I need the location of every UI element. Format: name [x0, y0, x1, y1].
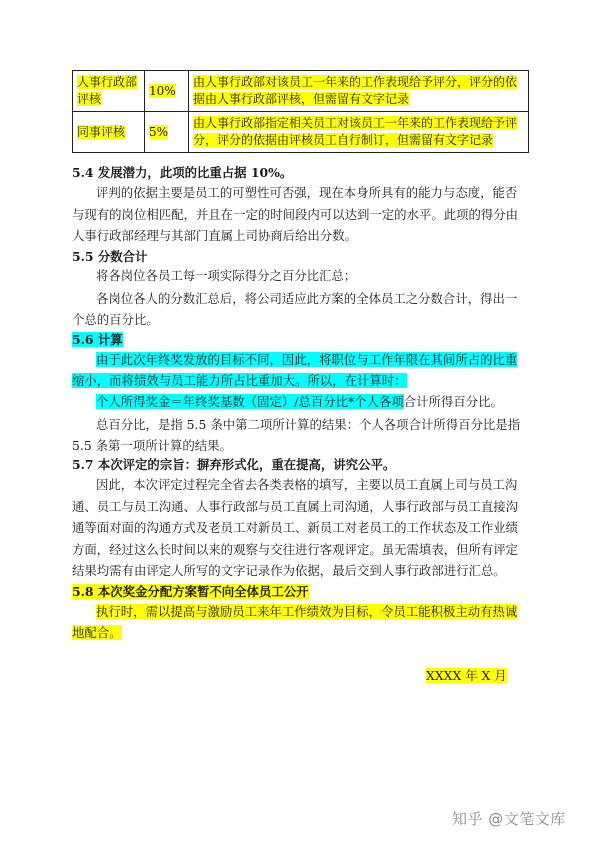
- section-5-5-paragraph-1: 将各岗位各员工每一项实际得分之百分比汇总；: [96, 268, 357, 283]
- section-5-8-paragraph: 执行时，需以提高与激励员工来年工作绩效为目标，令员工能积极主动有热诚地配合。: [72, 604, 518, 640]
- section-heading-5-7: 5.7 本次评定的宗旨：摒弃形式化，重在提高，讲究公平。: [72, 457, 396, 472]
- watermark-text: 知乎 @文笔文库: [452, 810, 566, 828]
- signature-date: XXXX 年 X 月: [426, 668, 507, 683]
- section-5-6-paragraph-1: 由于此次年终奖发放的目标不同，因此，将职位与工作年限在其间所占的比重缩小，而将绩效与员工能力所占比重加大。所以，在计算时：: [72, 352, 518, 388]
- section-5-4-paragraph: 评判的依据主要是员工的可塑性可否强，现在本身所具有的能力与态度，能否与现有的岗位相匹配，并且在一定的时间段内可以达到一定的水平。此项的得分由人事行政部经理与其部门直属上司协商后给出分数。: [72, 185, 519, 243]
- table-cell-name: 同事评核: [73, 112, 145, 153]
- section-5-6-paragraph-3: 总百分比，是指 5.5 条中第二项所计算的结果：个人各项合计所得百分比是指 5.5 条第一项所计算的结果。: [72, 417, 521, 453]
- table-cell-name: 人事行政部评核: [73, 71, 145, 112]
- section-heading-5-6: 5.6 计算: [72, 332, 123, 347]
- section-heading-5-8: 5.8 本次奖金分配方案暂不向全体员工公开: [72, 584, 309, 599]
- evaluation-table: [72, 70, 529, 153]
- table-cell-weight: 5%: [145, 112, 189, 153]
- table-cell-desc: 由人事行政部对该员工一年来的工作表现给予评分，评分的依据由人事行政部评核，但需留有文字记录: [189, 71, 529, 112]
- section-5-7-paragraph: 因此，本次评定过程完全省去各类表格的填写，主要以员工直属上司与员工沟通、员工与员工沟通、人事行政部与员工直属上司沟通，人事行政部与员工直接沟通等面对面的沟通方式及老员工对新员工、新员工对老员工的工作状态及工作业绩方面，经过这么长时间以来的观察与交往进行客观评定。虽无需填表，但所有评定结果均需有由评定人所写的文字记录作为依据，最后交到人事行政部进行汇总。: [72, 477, 519, 578]
- table-cell-desc: 由人事行政部指定相关员工对该员工一年来的工作表现给予评分，评分的依据由评核员工自行制订，但需留有文字记录: [189, 112, 529, 153]
- table-row: [73, 112, 529, 153]
- section-5-6-formula: 个人所得奖金＝年终奖基数（固定）/总百分比*个人各项合计所得百分比。: [96, 394, 503, 409]
- table-row: [73, 71, 529, 112]
- section-heading-5-4: 5.4 发展潜力，此项的比重占据 10%。: [72, 165, 293, 180]
- table-cell-weight: 10%: [145, 71, 189, 112]
- section-heading-5-5: 5.5 分数合计: [72, 249, 148, 264]
- section-5-5-paragraph-2: 各岗位各人的分数汇总后，将公司适应此方案的全体员工之分数合计，得出一个总的百分比。: [72, 291, 518, 327]
